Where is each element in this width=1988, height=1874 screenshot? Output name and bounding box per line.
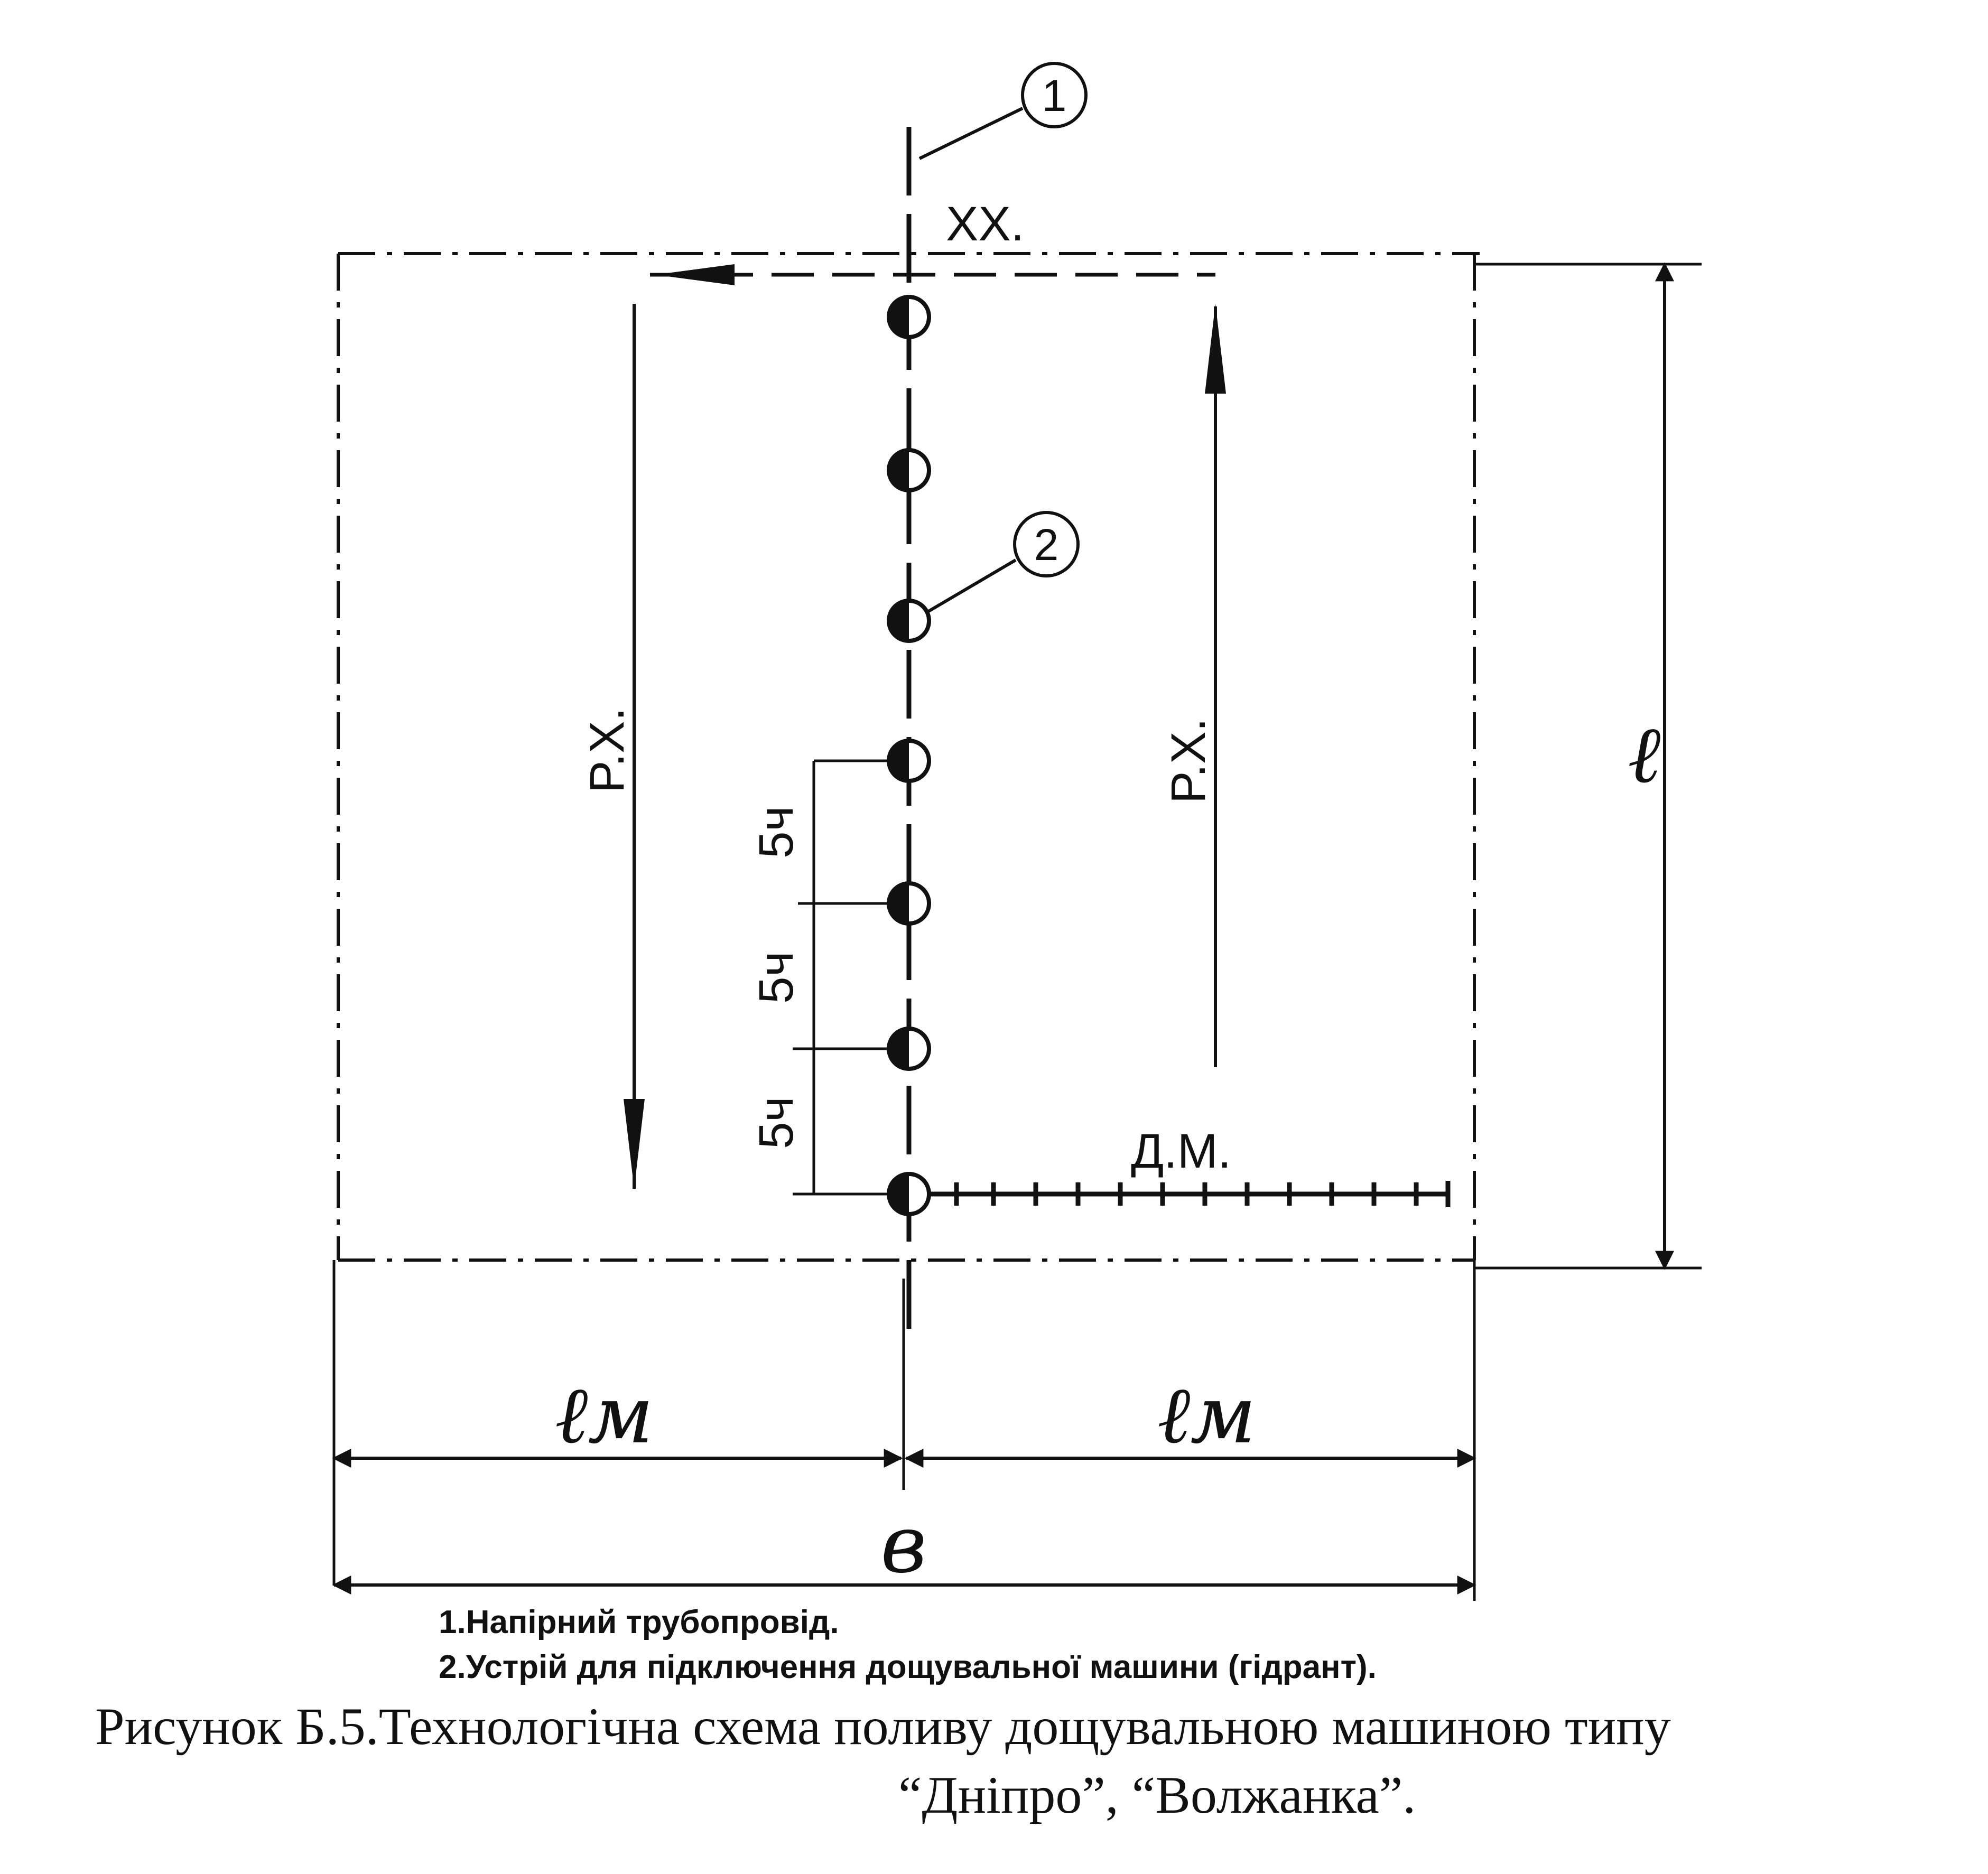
spacing-label-3: 5ч — [749, 1096, 803, 1149]
figure-caption-line-2: “Дніпро”, “Волжанка”. — [898, 1766, 1416, 1824]
callout-1-number: 1 — [1042, 71, 1067, 120]
spacing-label-1: 5ч — [749, 806, 803, 859]
work-run-right-arrowhead — [1205, 304, 1226, 394]
work-run-left-label: P.X. — [580, 707, 634, 793]
callout-1 — [919, 63, 1086, 159]
spacing-label-2: 5ч — [749, 951, 803, 1004]
length-label: ℓ — [1628, 709, 1661, 801]
idle-run-label: XX. — [946, 197, 1025, 251]
half-width-label-right: ℓм — [1157, 1369, 1256, 1461]
figure-caption-line-1: Рисунок Б.5.Технологічна схема поливу дощувальною машиною типу — [95, 1697, 1671, 1756]
extension-lines — [334, 264, 1702, 1601]
legend-item-2: 2.Устрій для підключення дощувальної машини (гідрант). — [439, 1649, 1377, 1685]
machine-label: Д.М. — [1131, 1124, 1232, 1178]
width-label: в — [880, 1499, 927, 1591]
callout-2 — [926, 512, 1078, 613]
callout-2-number: 2 — [1034, 520, 1059, 570]
work-run-left-arrowhead — [624, 1099, 645, 1189]
sprinkler-machine — [929, 1181, 1448, 1207]
spacing-dimension — [793, 761, 889, 1194]
idle-run-arrowhead — [655, 264, 735, 285]
work-run-right-label: P.X. — [1162, 718, 1215, 804]
half-width-label-left: ℓм — [555, 1369, 654, 1461]
legend-item-1: 1.Напірний трубопровід. — [439, 1604, 839, 1640]
